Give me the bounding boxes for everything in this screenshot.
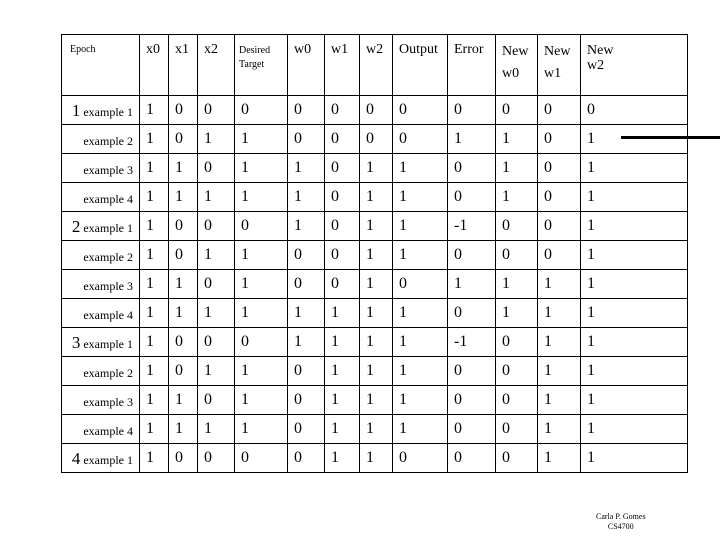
table-cell: 0 <box>235 212 288 241</box>
row-label <box>62 444 140 473</box>
header-x0: x0 <box>146 42 160 57</box>
table-cell: 0 <box>169 212 198 241</box>
table-cell: 1 <box>140 212 169 241</box>
table-cell: 0 <box>198 328 235 357</box>
table-cell: 1 <box>235 125 288 154</box>
table-cell: 1 <box>496 183 538 212</box>
example-label: example 4 <box>83 307 133 322</box>
table-cell: 1 <box>140 270 169 299</box>
table-cell: 1 <box>581 212 688 241</box>
epoch-number: 1 <box>71 100 81 120</box>
table-cell: 1 <box>538 386 581 415</box>
table-cell: 1 <box>393 154 448 183</box>
table-row <box>62 299 688 328</box>
example-label: example 2 <box>83 133 133 148</box>
table-cell: 1 <box>235 270 288 299</box>
table-cell: 0 <box>288 241 325 270</box>
table-cell: 1 <box>198 241 235 270</box>
table-cell: 1 <box>496 125 538 154</box>
table-cell: 1 <box>169 415 198 444</box>
table-cell: 1 <box>169 154 198 183</box>
table-cell: 1 <box>140 125 169 154</box>
header-w0: w0 <box>294 42 312 57</box>
horizontal-rule <box>621 136 720 139</box>
table-cell: 1 <box>393 212 448 241</box>
table-cell: 0 <box>448 299 496 328</box>
table-cell: 1 <box>360 299 393 328</box>
table-cell: 1 <box>235 357 288 386</box>
header-output: Output <box>399 42 438 57</box>
table-cell: 0 <box>325 270 360 299</box>
row-label <box>62 415 140 444</box>
table-cell: 0 <box>538 96 581 125</box>
epoch-number: 4 <box>71 448 81 468</box>
table-cell: 0 <box>198 96 235 125</box>
example-label: example 4 <box>83 423 133 438</box>
table-cell: 0 <box>325 241 360 270</box>
header-new-w2: New w2 <box>581 35 688 96</box>
table-cell: 1 <box>288 328 325 357</box>
table-cell: 0 <box>198 386 235 415</box>
table-cell: 1 <box>325 386 360 415</box>
table-cell: 1 <box>140 357 169 386</box>
table-cell: 0 <box>448 96 496 125</box>
table-cell: 1 <box>360 212 393 241</box>
table-cell: 0 <box>448 415 496 444</box>
table-cell: 0 <box>360 96 393 125</box>
table-row <box>62 154 688 183</box>
table-cell: 0 <box>496 415 538 444</box>
table-cell: 0 <box>538 154 581 183</box>
perceptron-training-table <box>61 34 688 473</box>
table-cell: 0 <box>538 212 581 241</box>
table-row <box>62 357 688 386</box>
table-cell: 0 <box>393 125 448 154</box>
table-cell: 1 <box>393 241 448 270</box>
table-cell: 1 <box>325 415 360 444</box>
table-cell: 1 <box>288 154 325 183</box>
table-row <box>62 96 688 125</box>
table-cell: 1 <box>140 154 169 183</box>
header-x2: x2 <box>204 42 218 57</box>
table-cell: 1 <box>325 357 360 386</box>
table-cell: 0 <box>288 444 325 473</box>
table-cell: 1 <box>360 386 393 415</box>
table-cell: 1 <box>581 270 688 299</box>
table-cell: 1 <box>393 386 448 415</box>
table-cell: 1 <box>496 154 538 183</box>
table-cell: 0 <box>288 415 325 444</box>
table-cell: 1 <box>393 415 448 444</box>
table-cell: 1 <box>169 270 198 299</box>
table-cell: 1 <box>235 415 288 444</box>
header-row <box>62 35 688 96</box>
example-label: example 2 <box>83 365 133 380</box>
table-cell: 0 <box>496 386 538 415</box>
table-cell: 0 <box>325 212 360 241</box>
table-cell: 1 <box>393 328 448 357</box>
table-cell: 1 <box>198 299 235 328</box>
table-cell: 1 <box>325 299 360 328</box>
table-cell: 0 <box>448 444 496 473</box>
table-cell: 0 <box>235 96 288 125</box>
table-cell: 0 <box>288 357 325 386</box>
table-cell: 1 <box>448 125 496 154</box>
epoch-number: 2 <box>71 216 81 236</box>
table-cell: 0 <box>169 328 198 357</box>
table-cell: 0 <box>325 125 360 154</box>
table-cell: 0 <box>448 386 496 415</box>
epoch-number: 3 <box>71 332 81 352</box>
table-cell: 0 <box>496 328 538 357</box>
table-cell: 0 <box>448 241 496 270</box>
table-cell: 1 <box>581 125 688 154</box>
table-cell: 1 <box>360 415 393 444</box>
table-cell: 1 <box>360 357 393 386</box>
table-cell: 1 <box>360 328 393 357</box>
table-cell: 1 <box>140 328 169 357</box>
header-desired-target: Desired Target <box>235 35 288 96</box>
table-cell: 0 <box>325 183 360 212</box>
table-row <box>62 270 688 299</box>
row-label <box>62 154 140 183</box>
example-label: example 1 <box>83 336 133 351</box>
table-cell: 0 <box>393 270 448 299</box>
table-cell: 0 <box>288 125 325 154</box>
table-cell: 1 <box>581 328 688 357</box>
table-cell: 0 <box>288 386 325 415</box>
header-new-w0: New w0 <box>496 35 538 96</box>
example-label: example 2 <box>83 249 133 264</box>
table-cell: 1 <box>360 241 393 270</box>
table-cell: 1 <box>393 299 448 328</box>
table-cell: 0 <box>496 241 538 270</box>
table-cell: 1 <box>360 270 393 299</box>
table-cell: 1 <box>288 299 325 328</box>
row-label <box>62 125 140 154</box>
table-cell: 0 <box>198 154 235 183</box>
table-row <box>62 183 688 212</box>
table-cell: 0 <box>393 444 448 473</box>
table-cell: 0 <box>198 270 235 299</box>
table-cell: 1 <box>235 386 288 415</box>
author-credit: Carla P. Gomes CS4700 <box>596 512 646 531</box>
row-label <box>62 241 140 270</box>
table-cell: 0 <box>288 270 325 299</box>
table-cell: 1 <box>496 270 538 299</box>
table-cell: 1 <box>538 444 581 473</box>
row-label <box>62 386 140 415</box>
table-cell: 1 <box>325 444 360 473</box>
row-label <box>62 270 140 299</box>
example-label: example 1 <box>83 220 133 235</box>
row-label <box>62 328 140 357</box>
table-row <box>62 328 688 357</box>
table-cell: 0 <box>288 96 325 125</box>
table-cell: 1 <box>140 386 169 415</box>
table-cell: 1 <box>581 154 688 183</box>
example-label: example 3 <box>83 162 133 177</box>
row-label <box>62 299 140 328</box>
row-label <box>62 183 140 212</box>
table-row <box>62 241 688 270</box>
table-cell: 0 <box>169 444 198 473</box>
row-label <box>62 212 140 241</box>
table-cell: 1 <box>169 386 198 415</box>
table-cell: 0 <box>169 125 198 154</box>
header-epoch: Epoch <box>62 35 140 96</box>
table-cell: 1 <box>393 357 448 386</box>
table-cell: 1 <box>235 299 288 328</box>
table-cell: 1 <box>235 154 288 183</box>
table-cell: 1 <box>538 328 581 357</box>
table-cell: 0 <box>448 183 496 212</box>
table-cell: 1 <box>325 328 360 357</box>
example-label: example 3 <box>83 394 133 409</box>
table-cell: 0 <box>169 96 198 125</box>
table-cell: 0 <box>235 444 288 473</box>
table-cell: 1 <box>581 386 688 415</box>
table-cell: 0 <box>496 96 538 125</box>
table-cell: -1 <box>448 212 496 241</box>
table-cell: 0 <box>169 241 198 270</box>
table-cell: -1 <box>448 328 496 357</box>
example-label: example 1 <box>83 104 133 119</box>
table-cell: 1 <box>198 415 235 444</box>
table-cell: 1 <box>581 241 688 270</box>
table-cell: 0 <box>198 212 235 241</box>
table-cell: 1 <box>360 154 393 183</box>
table-cell: 0 <box>538 241 581 270</box>
header-x1: x1 <box>175 42 189 57</box>
table-cell: 0 <box>538 183 581 212</box>
table-cell: 0 <box>360 125 393 154</box>
table-cell: 0 <box>496 357 538 386</box>
table-cell: 0 <box>169 357 198 386</box>
table-cell: 1 <box>360 183 393 212</box>
header-w2: w2 <box>366 42 384 57</box>
table-cell: 1 <box>538 357 581 386</box>
table-cell: 0 <box>448 357 496 386</box>
row-label <box>62 357 140 386</box>
example-label: example 1 <box>83 452 133 467</box>
table-cell: 1 <box>581 183 688 212</box>
table-cell: 0 <box>235 328 288 357</box>
table-cell: 1 <box>538 299 581 328</box>
header-new-w1: New w1 <box>538 35 581 96</box>
table-cell: 0 <box>325 154 360 183</box>
table-row <box>62 386 688 415</box>
table-cell: 1 <box>538 270 581 299</box>
table-cell: 1 <box>198 183 235 212</box>
table-cell: 1 <box>140 183 169 212</box>
table-cell: 1 <box>235 183 288 212</box>
table-cell: 1 <box>198 357 235 386</box>
table-cell: 1 <box>140 444 169 473</box>
table-cell: 1 <box>235 241 288 270</box>
table-cell: 0 <box>581 96 688 125</box>
table-cell: 1 <box>140 299 169 328</box>
table-cell: 0 <box>448 154 496 183</box>
table-cell: 1 <box>538 415 581 444</box>
table-cell: 1 <box>581 415 688 444</box>
table-cell: 1 <box>360 444 393 473</box>
table-cell: 0 <box>198 444 235 473</box>
table-cell: 0 <box>325 96 360 125</box>
table-cell: 0 <box>538 125 581 154</box>
table-cell: 1 <box>288 212 325 241</box>
table-cell: 1 <box>581 299 688 328</box>
example-label: example 3 <box>83 278 133 293</box>
table-cell: 1 <box>169 183 198 212</box>
header-w1: w1 <box>331 42 349 57</box>
table-cell: 1 <box>581 444 688 473</box>
table-cell: 0 <box>496 212 538 241</box>
table-cell: 1 <box>288 183 325 212</box>
example-label: example 4 <box>83 191 133 206</box>
header-error: Error <box>454 42 484 57</box>
table-cell: 1 <box>393 183 448 212</box>
table-cell: 1 <box>169 299 198 328</box>
table-row <box>62 125 688 154</box>
table-row <box>62 415 688 444</box>
table-row <box>62 444 688 473</box>
table-cell: 0 <box>393 96 448 125</box>
table-cell: 1 <box>140 96 169 125</box>
table-cell: 1 <box>581 357 688 386</box>
table-cell: 0 <box>496 444 538 473</box>
table-cell: 1 <box>448 270 496 299</box>
table-cell: 1 <box>140 241 169 270</box>
row-label <box>62 96 140 125</box>
table-row <box>62 212 688 241</box>
table-cell: 1 <box>198 125 235 154</box>
table-cell: 1 <box>140 415 169 444</box>
table-cell: 1 <box>496 299 538 328</box>
